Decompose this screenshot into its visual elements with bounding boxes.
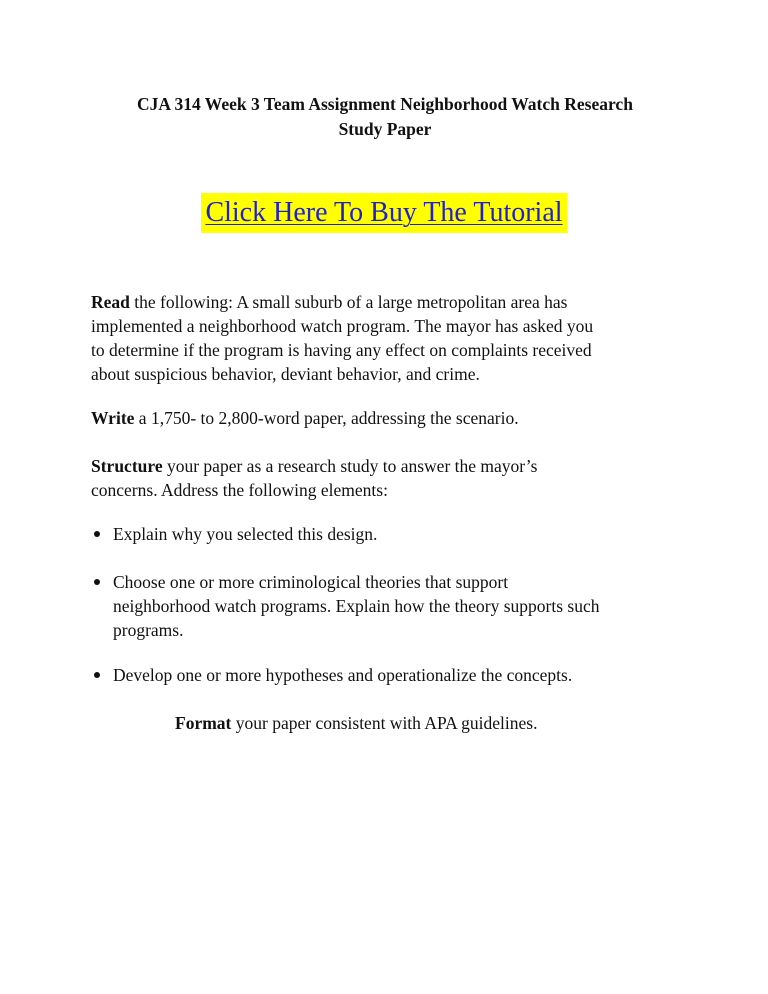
write-text: a 1,750- to 2,800-word paper, addressing the scenario. [134, 408, 519, 428]
read-paragraph [91, 290, 691, 386]
structure-line-2: concerns. Address the following elements: [91, 480, 388, 500]
format-keyword: Format [175, 713, 232, 733]
document-title [90, 92, 680, 142]
format-paragraph [175, 711, 695, 735]
read-line-2: implemented a neighborhood watch program. The mayor has asked you [91, 316, 594, 336]
structure-text-1: your paper as a research study to answer the mayor’s [162, 456, 538, 476]
structure-paragraph [91, 454, 691, 502]
read-text-1: the following: A small suburb of a large metropolitan area has [129, 292, 568, 312]
title-line-1: CJA 314 Week 3 Team Assignment Neighborhood Watch Research [137, 94, 633, 114]
read-line-3: to determine if the program is having any effect on complaints received [91, 340, 592, 360]
bullet-dot-icon [94, 672, 100, 678]
cta-container [0, 193, 768, 233]
read-line-4: about suspicious behavior, deviant behavior, and crime. [91, 364, 480, 384]
format-line [175, 711, 695, 735]
write-paragraph [91, 406, 691, 430]
bullet-dot-icon [94, 531, 100, 537]
write-line [91, 406, 691, 430]
bullet-3-line-1: Develop one or more hypotheses and operationalize the concepts. [113, 665, 573, 685]
write-keyword: Write [91, 408, 135, 428]
buy-tutorial-link[interactable]: Click Here To Buy The Tutorial [201, 193, 566, 233]
structure-line-1 [91, 454, 691, 478]
bullet-dot-icon [94, 579, 100, 585]
bullet-1-line-1: Explain why you selected this design. [113, 524, 378, 544]
bullet-2-line-3: programs. [113, 620, 184, 640]
structure-keyword: Structure [91, 456, 163, 476]
read-line-1 [91, 290, 691, 314]
format-text: your paper consistent with APA guidelines. [231, 713, 538, 733]
bullet-2-line-2: neighborhood watch programs. Explain how the theory supports such [113, 596, 600, 616]
read-keyword: Read [91, 292, 130, 312]
bullet-2-line-1: Choose one or more criminological theories that support [113, 572, 509, 592]
title-line-2: Study Paper [338, 119, 432, 139]
